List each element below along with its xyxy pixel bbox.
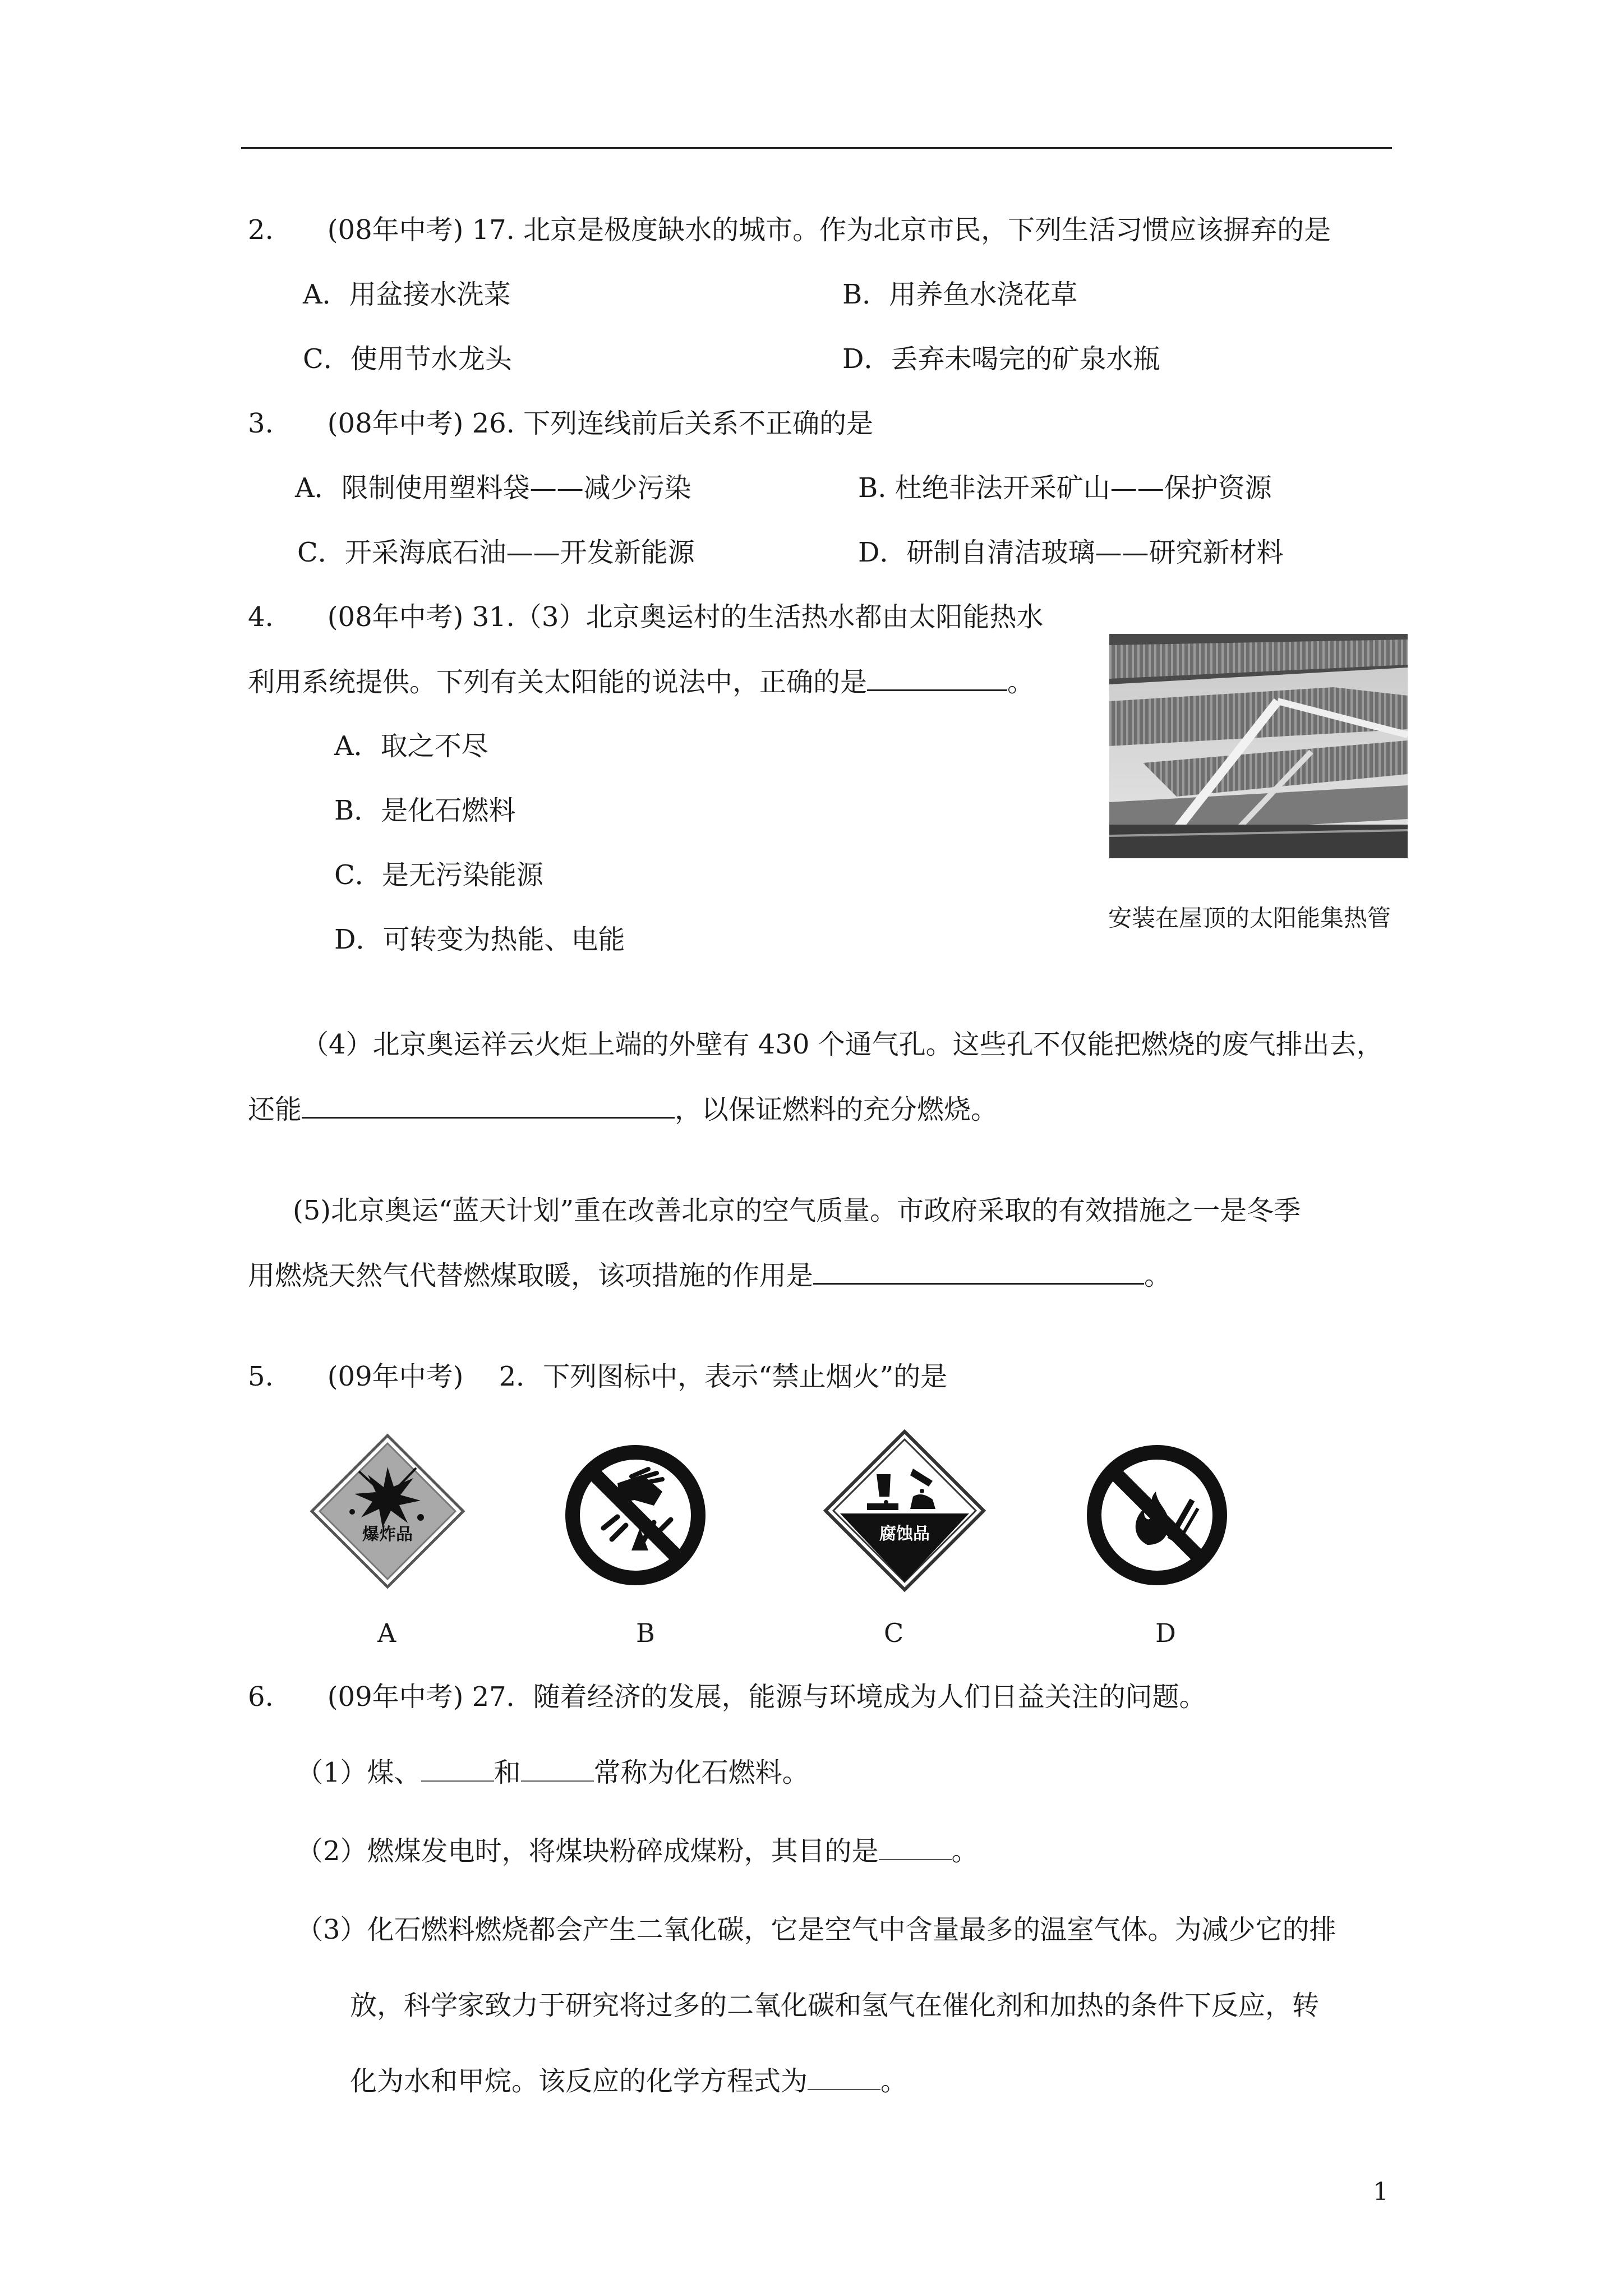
q3-option-c: C．开采海底石油——开发新能源 xyxy=(297,537,695,568)
no-fire-sign[interactable] xyxy=(1086,1444,1228,1586)
q6-part2 xyxy=(296,1834,979,1868)
corrosive-hazard-sign[interactable] xyxy=(823,1429,986,1592)
sign-a-text: 爆炸品 xyxy=(362,1525,413,1544)
q4-part5-answer-blank[interactable] xyxy=(813,1258,1144,1285)
explosive-hazard-sign[interactable] xyxy=(310,1433,465,1589)
sign-label-b: B xyxy=(636,1618,655,1648)
q4-stem-line2-text: 利用系统提供。下列有关太阳能的说法中，正确的是 xyxy=(248,666,868,698)
q6-part1-blank-1[interactable] xyxy=(421,1756,494,1782)
q6-part1-blank-2[interactable] xyxy=(521,1756,594,1782)
q4-stem-line1: 4. (08年中考) 31.（3）北京奥运村的生活热水都由太阳能热水 xyxy=(248,601,1044,633)
q6-part1-text-b: 和 xyxy=(494,1757,521,1788)
q6-stem: 6. (09年中考) 27．随着经济的发展，能源与环境成为人们日益关注的问题。 xyxy=(248,1681,1206,1713)
q6-part3-blank[interactable] xyxy=(808,2064,880,2090)
q6-part1-text-c: 常称为化石燃料。 xyxy=(593,1757,809,1788)
q4-part4-line1: （4）北京奥运祥云火炬上端的外壁有 430 个通气孔。这些孔不仅能把燃烧的废气排出去， xyxy=(302,1029,1384,1060)
q3-option-b: B. 杜绝非法开采矿山——保护资源 xyxy=(858,472,1272,504)
solar-photo-caption: 安装在屋顶的太阳能集热管 xyxy=(1108,905,1391,931)
q2-stem: 2. (08年中考) 17. 北京是极度缺水的城市。作为北京市民，下列生活习惯应该摒弃的是 xyxy=(248,214,1331,246)
sign-label-c: C xyxy=(884,1618,904,1648)
q6-part2-blank[interactable] xyxy=(879,1834,952,1860)
q4-part5-line2-end: 。 xyxy=(1144,1260,1172,1291)
q4-part4-line2-text: 还能 xyxy=(248,1094,302,1125)
q4-answer-blank[interactable] xyxy=(867,665,1007,691)
q6-part2-text: （2）燃煤发电时，将煤块粉碎成煤粉，其目的是 xyxy=(296,1835,879,1867)
sign-c-text: 腐蚀品 xyxy=(879,1525,930,1543)
q3-option-d: D．研制自清洁玻璃——研究新材料 xyxy=(858,537,1284,568)
q4-part4-answer-blank[interactable] xyxy=(302,1092,675,1119)
q6-part1 xyxy=(296,1756,809,1789)
q4-option-c: C．是无污染能源 xyxy=(334,859,543,891)
q2-option-c: C．使用节水龙头 xyxy=(303,343,512,375)
q2-option-d: D．丢弃未喝完的矿泉水瓶 xyxy=(842,343,1160,375)
q6-part3-line1: （3）化石燃料燃烧都会产生二氧化碳，它是空气中含量最多的温室气体。为减少它的排 xyxy=(296,1914,1336,1945)
q3-option-a: A．限制使用塑料袋——减少污染 xyxy=(295,472,691,504)
q6-part3-line2: 放，科学家致力于研究将过多的二氧化碳和氢气在催化剂和加热的条件下反应，转 xyxy=(350,1990,1320,2021)
prohibition-sign-b[interactable] xyxy=(564,1444,707,1586)
q4-option-d: D．可转变为热能、电能 xyxy=(334,924,625,955)
q6-part2-end: 。 xyxy=(951,1835,979,1867)
q4-option-a: A．取之不尽 xyxy=(334,730,488,762)
q6-part3-line3-end: 。 xyxy=(880,2065,908,2097)
q4-part4-line2-end: ，以保证燃料的充分燃烧。 xyxy=(675,1094,998,1125)
q4-option-b: B．是化石燃料 xyxy=(334,795,516,826)
q5-stem: 5. (09年中考) 2．下列图标中，表示“禁止烟火”的是 xyxy=(248,1361,948,1392)
q6-part3-line3-text: 化为水和甲烷。该反应的化学方程式为 xyxy=(350,2065,808,2097)
q4-stem-line2 xyxy=(248,665,1034,699)
q6-part3-line3 xyxy=(350,2064,907,2098)
q2-option-b: B．用养鱼水浇花草 xyxy=(842,279,1078,310)
q2-option-a: A．用盆接水洗菜 xyxy=(303,279,511,310)
sign-label-d: D xyxy=(1155,1618,1176,1648)
q4-part5-line2 xyxy=(248,1258,1171,1292)
q4-stem-line2-end: 。 xyxy=(1007,666,1035,698)
sign-label-a: A xyxy=(377,1618,396,1648)
q4-part4-line2 xyxy=(248,1092,998,1126)
solar-collector-photo xyxy=(1109,634,1408,858)
page-number: 1 xyxy=(1373,2178,1389,2206)
q4-part5-line1: (5)北京奥运“蓝天计划”重在改善北京的空气质量。市政府采取的有效措施之一是冬季 xyxy=(293,1195,1301,1226)
q3-stem: 3. (08年中考) 26. 下列连线前后关系不正确的是 xyxy=(248,408,874,439)
q4-part5-line2-text: 用燃烧天然气代替燃煤取暖，该项措施的作用是 xyxy=(248,1260,814,1291)
header-rule xyxy=(241,147,1392,149)
q6-part1-text-a: （1）煤、 xyxy=(296,1757,421,1788)
